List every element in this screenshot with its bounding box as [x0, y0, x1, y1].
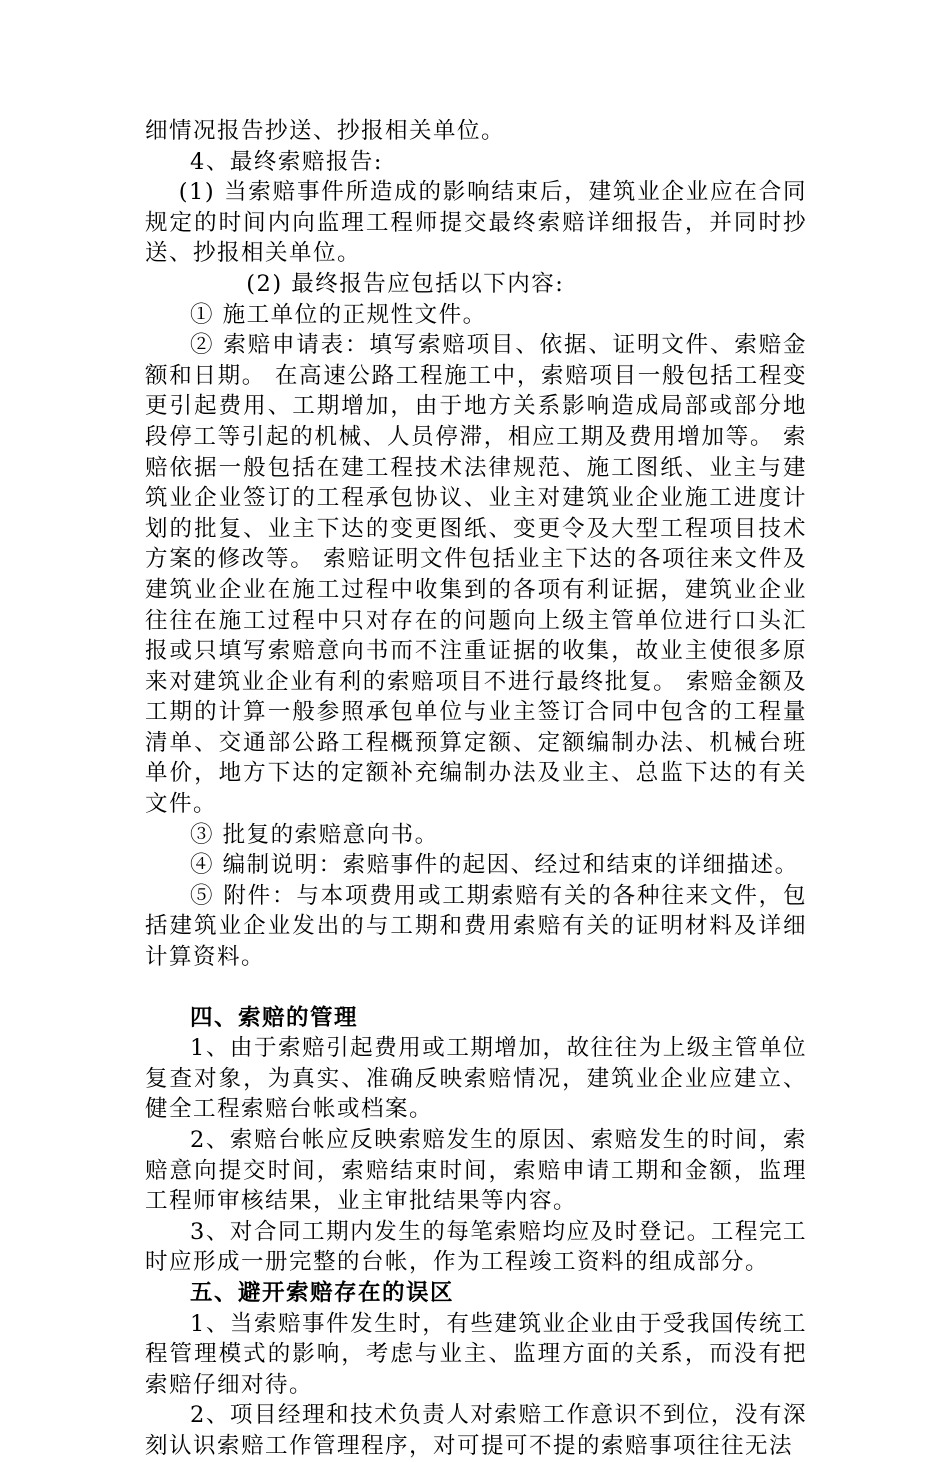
paragraph-management-1: 1、由于索赔引起费用或工期增加，故往往为上级主管单位复查对象，为真实、准确反映索赔情况，建筑业企业应建立、健全工程索赔台帐或档案。	[145, 1035, 807, 1123]
paragraph-final-report-2: (2) 最终报告应包括以下内容:	[246, 270, 565, 297]
section-gap	[145, 973, 807, 1003]
paragraph-misconception-2: 2、项目经理和技术负责人对索赔工作意识不到位，没有深刻认识索赔工作管理程序，对可提可不提的索赔事项往往无法	[145, 1402, 807, 1459]
document-page	[145, 116, 807, 1462]
list-item-4: ④ 编制说明：索赔事件的起因、经过和结束的详细描述。	[190, 852, 799, 879]
list-item-2: ② 索赔申请表：填写索赔项目、依据、证明文件、索赔金额和日期。 在高速公路工程施工中，索赔项目一般包括工程变更引起费用、工期增加，由于地方关系影响造成局部或部分地段停工等引起的机械、人员停滞，相应工期及费用增加等。 索赔依据一般包括在建工程技术法律规范、施工图纸、业主与建筑业企业签订的工程承包协议、业主对建筑业企业施工进度计划的批复、业主下达的变更图纸、变更令及大型工程项目技术方案的修改等。 索赔证明文件包括业主下达的各项往来文件及建筑业企业在施工过程中收集到的各项有利证据，建筑业企业往往在施工过程中只对存在的问题向上级主管单位进行口头汇报或只填写索赔意向书而不注重证据的收集，故业主使很多原来对建筑业企业有利的索赔项目不进行最终批复。 索赔金额及工期的计算一般参照承包单位与业主签订合同中包含的工程量清单、交通部公路工程概预算定额、定额编制办法、机械台班单价，地方下达的定额补充编制办法及业主、总监下达的有关文件。	[145, 332, 807, 818]
section-heading-5: 五、避开索赔存在的误区	[190, 1279, 455, 1306]
paragraph-management-2: 2、索赔台帐应反映索赔发生的原因、索赔发生的时间，索赔意向提交时间，索赔结束时间，索赔申请工期和金额，监理工程师审核结果，业主审批结果等内容。	[145, 1127, 807, 1215]
paragraph-continuation: 细情况报告抄送、抄报相关单位。	[145, 118, 506, 144]
paragraph-final-report-1: (1) 当索赔事件所造成的影响结束后，建筑业企业应在合同规定的时间内向监理工程师提交最终索赔详细报告，并同时抄送、抄报相关单位。	[145, 179, 807, 267]
paragraph-management-3: 3、对合同工期内发生的每笔索赔均应及时登记。工程完工时应形成一册完整的台帐，作为工程竣工资料的组成部分。	[145, 1218, 807, 1276]
section-heading-4: 四、索赔的管理	[190, 1004, 359, 1031]
paragraph-misconception-1: 1、当索赔事件发生时，有些建筑业企业由于受我国传统工程管理模式的影响，考虑与业主、监理方面的关系，而没有把索赔仔细对待。	[145, 1310, 807, 1398]
list-item-5: ⑤ 附件：与本项费用或工期索赔有关的各种往来文件，包括建筑业企业发出的与工期和费用索赔有关的证明材料及详细计算资料。	[145, 882, 807, 971]
item-final-report-title: 4、最终索赔报告:	[190, 148, 383, 175]
list-item-3: ③ 批复的索赔意向书。	[190, 821, 439, 848]
list-item-1: ① 施工单位的正规性文件。	[190, 301, 487, 328]
